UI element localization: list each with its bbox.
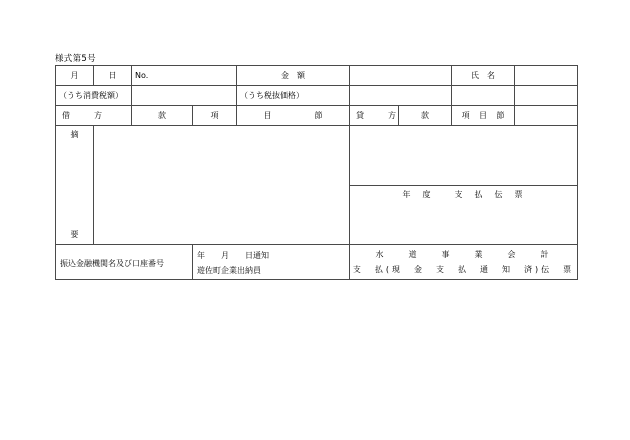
form-table (55, 65, 578, 280)
notice-label: 年 月 日通知 (197, 251, 269, 261)
cell-tax-extra-2[interactable] (515, 86, 578, 106)
table-row-footer (56, 245, 578, 280)
debit-moku-label: 目 (263, 110, 272, 120)
cell-tax-included-value[interactable] (132, 86, 237, 106)
cell-day (94, 66, 132, 86)
cell-summary-body[interactable] (94, 126, 350, 245)
footer-right-group (350, 245, 577, 279)
debit-ko-label: 項 (210, 110, 219, 120)
cell-no (132, 66, 237, 86)
debit-setsu-label: 節 (314, 110, 323, 120)
cell-tax-included-label (56, 86, 132, 106)
summary-label-top: 摘 (70, 130, 79, 139)
cell-voucher-blank[interactable] (350, 166, 577, 186)
fiscal-year-label: 年 度 (402, 190, 433, 199)
credit-label: 貸 方 (356, 110, 396, 120)
credit-setsu-label: 節 (496, 110, 505, 120)
name-label: 氏 名 (471, 70, 495, 80)
issuer-label: 遊佐町企業出納員 (197, 266, 261, 275)
day-label: 日 (108, 70, 117, 80)
cell-credit-kan (399, 106, 452, 126)
month-label: 月 (70, 70, 79, 80)
cell-amount-label (237, 66, 350, 86)
voucher-year-group (350, 190, 577, 200)
cell-bank-info[interactable] (56, 245, 193, 280)
credit-moku-label: 目 (478, 110, 487, 120)
amount-label: 金 額 (281, 70, 305, 80)
cell-name-value[interactable] (515, 66, 578, 86)
cell-footer-right (350, 245, 578, 280)
debit-label: 借 方 (62, 110, 102, 120)
cell-voucher-area (350, 126, 578, 245)
cell-voucher-year (350, 185, 577, 205)
credit-kan-label: 款 (421, 110, 429, 120)
cell-month (56, 66, 94, 86)
credit-ko-label: 項 (461, 110, 470, 120)
cell-credit-extra[interactable] (515, 106, 578, 126)
voucher-table (350, 166, 577, 205)
form-number-label: 様式第5号 (55, 54, 96, 64)
table-row-header (56, 66, 578, 86)
payment-slip-label: 支 払 伝 票 (454, 190, 525, 199)
debit-kan-label: 款 (158, 110, 166, 120)
cell-debit-kan (132, 106, 193, 126)
cell-debit-ko (193, 106, 237, 126)
footer-line-1: 水 道 事 業 会 計 (375, 249, 552, 259)
cell-summary-label (56, 126, 94, 245)
credit-ko-moku-setsu-group (452, 111, 514, 121)
footer-line-2: 支 払(現 金 支 払 通 知 済)伝 票 (352, 264, 575, 274)
payment-slip-form (55, 65, 577, 280)
cell-amount-value[interactable] (350, 66, 452, 86)
table-row-accounts (56, 106, 578, 126)
cell-debit-label (56, 106, 132, 126)
cell-tax-excluded-label (237, 86, 350, 106)
voucher-row-year (350, 185, 577, 205)
summary-label-group (56, 126, 93, 244)
cell-notice (193, 245, 350, 280)
bank-label: 振込金融機関名及び口座番号 (60, 258, 164, 268)
debit-moku-setsu-group (237, 111, 349, 121)
cell-credit-label (350, 106, 399, 126)
tax-included-label: （うち消費税額） (59, 90, 123, 100)
cell-tax-excluded-value[interactable] (350, 86, 452, 106)
table-row-summary (56, 126, 578, 245)
voucher-row-blank (350, 166, 577, 186)
tax-excluded-label: （うち税抜価格） (240, 90, 304, 100)
no-label: No. (135, 70, 149, 80)
cell-debit-moku-setsu (237, 106, 350, 126)
cell-name-label (452, 66, 515, 86)
cell-credit-ko-moku-setsu (452, 106, 515, 126)
table-row-tax (56, 86, 578, 106)
cell-tax-extra-1[interactable] (452, 86, 515, 106)
summary-label-bottom: 要 (70, 230, 79, 239)
